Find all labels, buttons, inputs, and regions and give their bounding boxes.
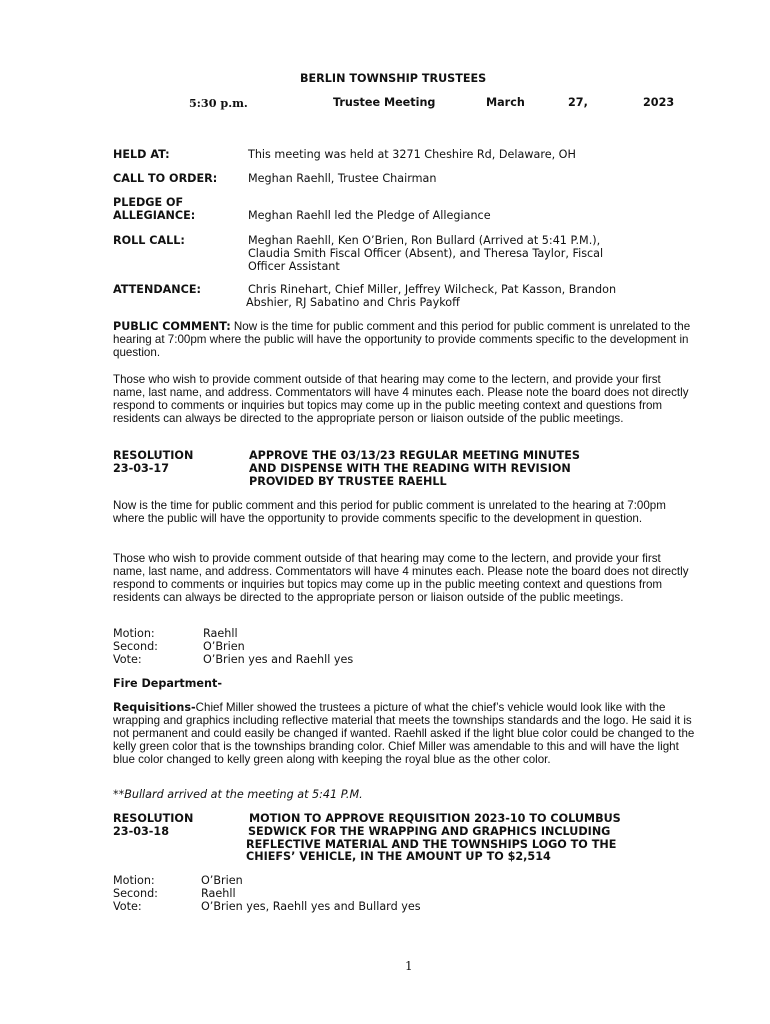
resolution-17-number: 23-03-17 — [113, 462, 169, 475]
meeting-day: 27, — [568, 96, 588, 109]
attendance-label: ATTENDANCE: — [113, 283, 201, 296]
resolution-18-title-line-1: MOTION TO APPROVE REQUISITION 2023-10 TO COLUMBUS — [249, 812, 621, 825]
meeting-month: March — [486, 96, 525, 109]
resolution-17-vote-label: Vote: — [113, 653, 142, 666]
meeting-year: 2023 — [643, 96, 675, 109]
meeting-time: 5:30 p.m. — [189, 96, 248, 110]
resolution-18-vote-label: Vote: — [113, 900, 142, 913]
resolution-17-vote-value: O’Brien yes and Raehll yes — [203, 653, 354, 666]
call-to-order-label: CALL TO ORDER: — [113, 172, 218, 185]
bullard-arrival-note: **Bullard arrived at the meeting at 5:41 P.M. — [113, 788, 363, 801]
resolution-17-label: RESOLUTION — [113, 449, 194, 462]
resolution-18-label: RESOLUTION — [113, 812, 194, 825]
pledge-label-line-2: ALLEGIANCE: — [113, 209, 196, 222]
resolution-18-second-label: Second: — [113, 887, 158, 900]
resolution-18-second-value: Raehll — [201, 887, 236, 900]
call-to-order-value: Meghan Raehll, Trustee Chairman — [248, 172, 437, 185]
meeting-type: Trustee Meeting — [333, 96, 436, 109]
held-at-value: This meeting was held at 3271 Cheshire Rd, Delaware, OH — [248, 148, 576, 161]
document-title: BERLIN TOWNSHIP TRUSTEES — [300, 72, 487, 85]
resolution-18-title-line-4: CHIEFS’ VEHICLE, IN THE AMOUNT UP TO $2,514 — [246, 850, 551, 863]
roll-call-line-2: Claudia Smith Fiscal Officer (Absent), and Theresa Taylor, Fiscal — [248, 247, 604, 260]
public-comment-paragraph — [113, 321, 695, 360]
resolution-17-motion-value: Raehll — [203, 627, 238, 640]
resolution-17-second-label: Second: — [113, 640, 158, 653]
resolution-17-second-value: O’Brien — [203, 640, 245, 653]
resolution-18-vote-value: O’Brien yes, Raehll yes and Bullard yes — [201, 900, 421, 913]
attendance-line-1: Chris Rinehart, Chief Miller, Jeffrey Wilcheck, Pat Kasson, Brandon — [248, 283, 617, 296]
public-comment-label: PUBLIC COMMENT: — [113, 320, 231, 333]
requisitions-paragraph — [113, 702, 695, 767]
resolution-18-number: 23-03-18 — [113, 825, 169, 838]
roll-call-line-3: Officer Assistant — [248, 260, 340, 273]
resolution-17-paragraph-2: Those who wish to provide comment outside of that hearing may come to the lectern, and provide your first name, last name, and address. Commentators will have 4 minutes each. Please note the board does not directly respond to comments or inquiries but topics may come up in the public meeting context and questions from residents can always be directed to the appropriate person or liaison outside of the public meetings. — [113, 552, 689, 604]
public-comment-paragraph-2: Those who wish to provide comment outside of that hearing may come to the lectern, and provide your first name, last name, and address. Commentators will have 4 minutes each. Please note the board does not directly respond to comments or inquiries but topics may come up in the public meeting context and questions from residents can always be directed to the appropriate person or liaison outside of the public meetings. — [113, 373, 689, 425]
resolution-17-paragraph-1: Now is the time for public comment and this period for public comment is unrelated to the hearing at 7:00pm where the public will have the opportunity to provide comments specific to the development in question. — [113, 499, 666, 525]
resolution-18-title-line-2: SEDWICK FOR THE WRAPPING AND GRAPHICS INCLUDING — [248, 825, 611, 838]
roll-call-label: ROLL CALL: — [113, 234, 185, 247]
resolution-18-motion-value: O’Brien — [201, 874, 243, 887]
pledge-label-line-1: PLEDGE OF — [113, 196, 184, 209]
pledge-value: Meghan Raehll led the Pledge of Allegiance — [248, 209, 491, 222]
held-at-label: HELD AT: — [113, 148, 170, 161]
requisitions-label: Requisitions- — [113, 701, 196, 714]
resolution-17-title-line-3: PROVIDED BY TRUSTEE RAEHLL — [249, 475, 447, 488]
resolution-17-title-line-2: AND DISPENSE WITH THE READING WITH REVISION — [249, 462, 571, 475]
resolution-17-title-line-1: APPROVE THE 03/13/23 REGULAR MEETING MINUTES — [249, 449, 580, 462]
fire-department-heading: Fire Department- — [113, 677, 222, 690]
resolution-17-motion-label: Motion: — [113, 627, 155, 640]
resolution-18-motion-label: Motion: — [113, 874, 155, 887]
public-comment-text: Now is the time for public comment and this period for public comment is unrelated to the hearing at 7:00pm where the public will have the opportunity to provide comments specific to the development in question. — [113, 320, 691, 359]
attendance-line-2: Abshier, RJ Sabatino and Chris Paykoff — [246, 296, 460, 309]
requisitions-text: Chief Miller showed the trustees a picture of what the chief’s vehicle would look like with the wrapping and graphics including reflective material that meets the townships standards and the logo. He said it is not permanent and could easily be changed if wanted. Raehll asked if the light blue color could be changed to the kelly green color that is the townships branding color. Chief Miller was amendable to this and will have the light blue color changed to kelly green along with keeping the royal blue as the other color. — [113, 701, 695, 766]
resolution-18-title-line-3: REFLECTIVE MATERIAL AND THE TOWNSHIPS LOGO TO THE — [246, 838, 617, 851]
roll-call-line-1: Meghan Raehll, Ken O’Brien, Ron Bullard (Arrived at 5:41 P.M.), — [248, 234, 601, 247]
page-number: 1 — [405, 959, 413, 973]
